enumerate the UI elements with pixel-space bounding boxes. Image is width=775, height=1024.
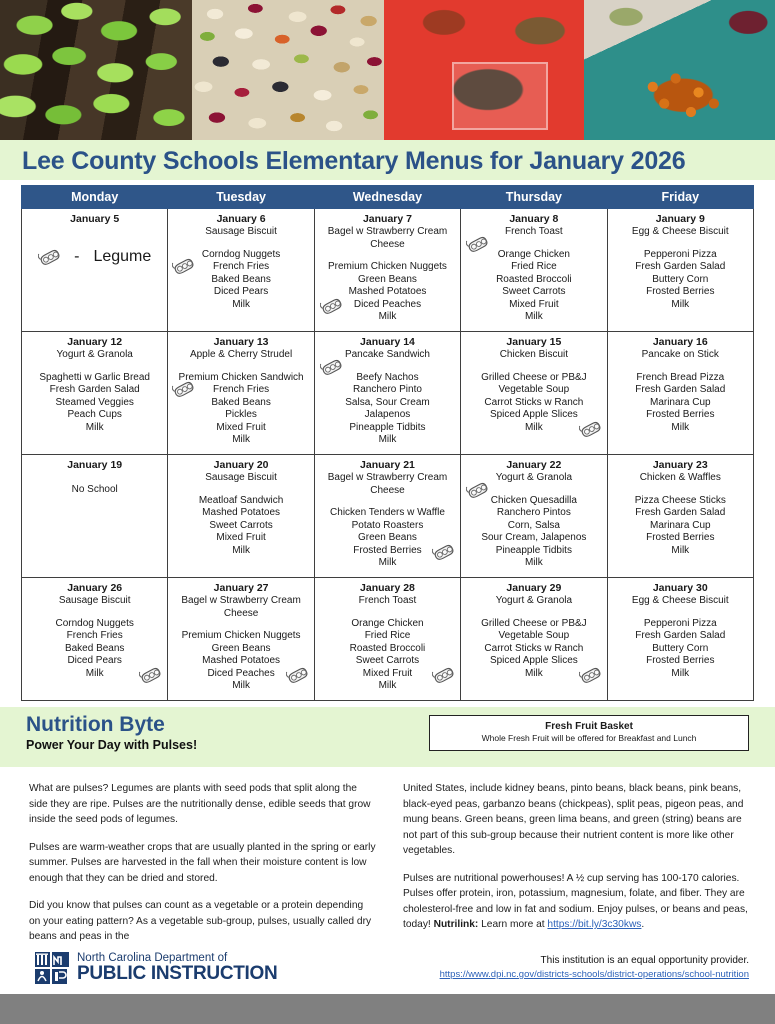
- menu-week-row: [22, 332, 754, 455]
- breakfast-items: French Toast: [505, 226, 563, 237]
- menu-week-row: [22, 578, 754, 701]
- lunch-items: French Bread Pizza Fresh Garden Salad Marinara Cup Frosted Berries Milk: [635, 371, 726, 433]
- breakfast-items: Yogurt & Granola: [495, 472, 573, 483]
- breakfast-items: Egg & Cheese Biscuit: [631, 595, 729, 606]
- menu-day-cell[interactable]: [607, 455, 753, 578]
- article-left-column: [29, 781, 377, 957]
- breakfast-items: Chicken Biscuit: [499, 349, 569, 360]
- nutrition-byte-heading: Nutrition Byte: [26, 713, 165, 736]
- lunch-items: Beefy Nachos Ranchero Pinto Salsa, Sour Cream Jalapenos Pineapple Tidbits Milk: [345, 371, 430, 445]
- lunch-items: Grilled Cheese or PB&J Vegetable Soup Carrot Sticks w Ranch Spiced Apple Slices Milk: [481, 617, 587, 679]
- menu-day-date: January 6: [216, 213, 266, 225]
- legume-icon: [320, 358, 342, 376]
- lunch-items: Pepperoni Pizza Fresh Garden Salad Buttery Corn Frosted Berries Milk: [635, 248, 726, 310]
- breakfast-items: Sausage Biscuit: [58, 595, 131, 606]
- legume-icon: [286, 666, 308, 684]
- fresh-fruit-basket-title: Fresh Fruit Basket: [545, 721, 633, 732]
- legend-dash: -: [74, 248, 80, 265]
- menu-day-cell[interactable]: [22, 332, 168, 455]
- breakfast-items: Sausage Biscuit: [205, 472, 277, 483]
- bean-seedlings-photo: [0, 0, 192, 140]
- lunch-items: Premium Chicken Sandwich French Fries Baked Beans Pickles Mixed Fruit Milk: [178, 371, 304, 445]
- menu-week-row: [22, 455, 754, 578]
- menu-day-date: January 5: [70, 213, 120, 225]
- breakfast-items: Yogurt & Granola: [495, 595, 573, 606]
- menu-day-date: January 13: [213, 336, 269, 348]
- menu-day-date: January 14: [360, 336, 415, 348]
- breakfast-items: Chicken & Waffles: [639, 472, 721, 483]
- menu-day-cell[interactable]: [461, 332, 607, 455]
- legume-icon: [579, 666, 601, 684]
- lunch-items: Meatloaf Sandwich Mashed Potatoes Sweet Carrots Mixed Fruit Milk: [198, 494, 284, 556]
- page-footer: [0, 946, 775, 990]
- nutrition-byte-band: [0, 707, 775, 767]
- legume-icon: [432, 543, 454, 561]
- menu-day-cell[interactable]: [168, 332, 314, 455]
- lunch-items: Pepperoni Pizza Fresh Garden Salad Buttery Corn Frosted Berries Milk: [635, 617, 726, 679]
- menu-day-cell[interactable]: [607, 578, 753, 701]
- legume-icon: [38, 248, 60, 266]
- lunch-items: Pizza Cheese Sticks Fresh Garden Salad Marinara Cup Frosted Berries Milk: [634, 494, 726, 556]
- menu-day-cell[interactable]: [607, 332, 753, 455]
- legume-icon: [139, 666, 161, 684]
- menu-spacer: [611, 485, 750, 495]
- menu-day-date: January 19: [67, 459, 123, 471]
- lunch-items: Orange Chicken Fried Rice Roasted Broccoli Sweet Carrots Mixed Fruit Milk: [496, 248, 572, 322]
- paragraph-nutritional-powerhouses: [403, 871, 751, 933]
- menu-calendar-table: [21, 185, 754, 701]
- nutrilink-url[interactable]: https://bit.ly/3c30kws: [547, 919, 642, 930]
- menu-day-date: January 27: [213, 582, 269, 594]
- legume-icon: [466, 235, 488, 253]
- nutrition-byte-subheading: Power Your Day with Pulses!: [26, 738, 198, 752]
- menu-spacer: [611, 239, 750, 249]
- menu-week-row: [22, 209, 754, 332]
- breakfast-items: Yogurt & Granola: [56, 349, 133, 360]
- lunch-items: Premium Chicken Nuggets Green Beans Mashed Potatoes Diced Peaches Milk: [181, 630, 301, 691]
- nutrilink-label: Nutrilink:: [433, 919, 479, 930]
- legend-label: Legume: [93, 248, 152, 265]
- teal-tray-baked-beans-photo: [584, 0, 775, 140]
- menu-day-cell[interactable]: [168, 209, 314, 332]
- menu-table-wrapper: [0, 180, 775, 701]
- column-header-monday: Monday: [22, 186, 168, 209]
- powerhouse-text-pre: Pulses are nutritional powerhouses! A ½ cup serving has 100-170 calories. Pulses offer protein, iron, potassium, magnesium, folate, and fiber. They are cholesterol-free and low in fat and sodium. Enjoy pulses, or beans and peas, today!: [403, 872, 748, 930]
- menu-day-date: January 16: [652, 336, 708, 348]
- legume-icon: [172, 380, 194, 398]
- ncdpi-logo-line1: North Carolina Department of: [77, 952, 228, 964]
- menu-day-cell[interactable]: [314, 332, 460, 455]
- equal-opportunity-statement: This institution is an equal opportunity provider.: [540, 955, 749, 966]
- page-title: Lee County Schools Elementary Menus for January 2026: [22, 147, 686, 175]
- menu-day-date: January 15: [506, 336, 562, 348]
- ncdpi-logo-text: [77, 952, 277, 984]
- menu-day-cell[interactable]: [22, 209, 168, 332]
- breakfast-items: Bagel w Strawberry Cream Cheese: [181, 595, 301, 619]
- column-header-tuesday: Tuesday: [168, 186, 314, 209]
- menu-spacer: [171, 239, 310, 249]
- breakfast-items: Pancake Sandwich: [344, 349, 430, 360]
- paragraph-what-are-pulses: What are pulses? Legumes are plants with seed pods that split along the side they are ripe. Pulses are the nutritionally dense, edible seeds that grow inside the seed pods of legumes.: [29, 783, 371, 825]
- paragraph-warm-weather-crops: Pulses are warm-weather crops that are usually planted in the spring or early summer. Pulses are harvested in the fall when their moisture content is low enough that they can be dried and stored.: [29, 841, 376, 884]
- lunch-items: Corndog Nuggets French Fries Baked Beans Diced Pears Milk: [55, 617, 134, 679]
- menu-day-cell[interactable]: [314, 578, 460, 701]
- legume-icon: [320, 297, 342, 315]
- red-tray-beans-tacos-photo: [384, 0, 584, 140]
- menu-day-date: January 29: [506, 582, 562, 594]
- powerhouse-text-mid: Learn more at: [478, 919, 548, 930]
- equal-opportunity-block: [440, 954, 749, 982]
- breakfast-items: French Toast: [358, 595, 417, 606]
- ncdpi-logo-line2: PUBLIC INSTRUCTION: [77, 963, 278, 984]
- legume-legend: [25, 226, 164, 266]
- legume-icon: [466, 481, 488, 499]
- paragraph-united-states-beans: United States, include kidney beans, pinto beans, black beans, pink beans, black-eyed peas, garbanzo beans (chickpeas), split peas, pigeon peas, and mung beans. Green beans, green lima beans, and green (string) beans are not part of this sub-group because their nutrient content is more like other vegetables.: [403, 783, 744, 856]
- menu-day-date: January 9: [655, 213, 705, 225]
- menu-day-cell[interactable]: [314, 455, 460, 578]
- menu-spacer: [318, 497, 457, 507]
- breakfast-items: Pancake on Stick: [641, 349, 719, 360]
- menu-spacer: [171, 362, 310, 372]
- menu-header-row: [22, 186, 754, 209]
- menu-spacer: [25, 608, 164, 618]
- paragraph-vegetable-or-protein: Did you know that pulses can count as a vegetable or a protein depending on your eating pattern? As a vegetable sub-group, pulses, usually called dry beans and peas in the: [29, 900, 372, 942]
- legume-icon: [172, 257, 194, 275]
- menu-spacer: [171, 620, 310, 630]
- menu-day-date: January 7: [362, 213, 412, 225]
- menu-day-date: January 22: [506, 459, 562, 471]
- menu-spacer: [318, 251, 457, 261]
- lunch-items: Premium Chicken Nuggets Green Beans Mashed Potatoes Diced Peaches Milk: [328, 261, 447, 322]
- powerhouse-text-end: .: [641, 919, 645, 930]
- menu-day-cell[interactable]: [461, 578, 607, 701]
- menu-day-cell[interactable]: [607, 209, 753, 332]
- lunch-items: Grilled Cheese or PB&J Vegetable Soup Carrot Sticks w Ranch Spiced Apple Slices Milk: [481, 371, 587, 433]
- lunch-items: Spaghetti w Garlic Bread Fresh Garden Salad Steamed Veggies Peach Cups Milk: [39, 371, 150, 433]
- menu-day-date: January 28: [360, 582, 415, 594]
- breakfast-items: Bagel w Strawberry Cream Cheese: [327, 226, 448, 250]
- bottom-gray-bar: [0, 994, 775, 1024]
- menu-day-cell[interactable]: [168, 578, 314, 701]
- lunch-items: Orange Chicken Fried Rice Roasted Broccoli Sweet Carrots Mixed Fruit Milk: [349, 617, 426, 691]
- school-nutrition-link[interactable]: https://www.dpi.nc.gov/districts-schools/district-operations/school-nutrition: [439, 969, 749, 980]
- column-header-friday: Friday: [607, 186, 753, 209]
- breakfast-items: Apple & Cherry Strudel: [189, 349, 293, 360]
- menu-day-cell[interactable]: [22, 578, 168, 701]
- breakfast-items: Sausage Biscuit: [205, 226, 277, 237]
- menu-day-date: January 26: [67, 582, 123, 594]
- assorted-dry-beans-photo: [192, 0, 384, 140]
- article-body: [0, 767, 775, 957]
- menu-spacer: [25, 362, 164, 372]
- menu-day-cell[interactable]: [461, 455, 607, 578]
- menu-spacer: [464, 608, 603, 618]
- menu-spacer: [611, 362, 750, 372]
- legume-icon: [432, 666, 454, 684]
- menu-spacer: [464, 362, 603, 372]
- ncdpi-logo: [34, 951, 277, 985]
- menu-day-cell[interactable]: [22, 455, 168, 578]
- menu-day-cell[interactable]: [168, 455, 314, 578]
- fresh-fruit-basket-subtitle: Whole Fresh Fruit will be offered for Breakfast and Lunch: [481, 733, 697, 743]
- menu-spacer: [611, 608, 750, 618]
- menu-spacer: [171, 485, 310, 495]
- photo-banner: [0, 0, 775, 140]
- fresh-fruit-basket-box: [429, 715, 749, 751]
- menu-day-date: January 20: [213, 459, 269, 471]
- menu-day-date: January 30: [652, 582, 708, 594]
- lunch-items: Chicken Tenders w Waffle Potato Roasters Green Beans Frosted Berries Milk: [330, 507, 445, 568]
- column-header-thursday: Thursday: [461, 186, 607, 209]
- article-right-column: [403, 781, 751, 957]
- menu-body: [22, 209, 754, 701]
- menu-day-date: January 21: [360, 459, 415, 471]
- legume-icon: [579, 420, 601, 438]
- title-band: [0, 140, 775, 180]
- menu-day-date: January 8: [509, 213, 559, 225]
- menu-day-cell[interactable]: [314, 209, 460, 332]
- no-school-note: No School: [71, 484, 118, 495]
- lunch-items: Chicken Quesadilla Ranchero Pintos Corn, Salsa Sour Cream, Jalapenos Pineapple Tidbits Milk: [481, 494, 587, 568]
- menu-spacer: [318, 608, 457, 618]
- menu-day-cell[interactable]: [461, 209, 607, 332]
- column-header-wednesday: Wednesday: [314, 186, 460, 209]
- breakfast-items: Bagel w Strawberry Cream Cheese: [327, 472, 448, 496]
- breakfast-items: Egg & Cheese Biscuit: [631, 226, 729, 237]
- menu-day-date: January 12: [67, 336, 123, 348]
- ncdpi-logo-mark-icon: [34, 951, 70, 985]
- menu-day-date: January 23: [652, 459, 708, 471]
- lunch-items: Corndog Nuggets French Fries Baked Beans Diced Pears Milk: [201, 248, 281, 310]
